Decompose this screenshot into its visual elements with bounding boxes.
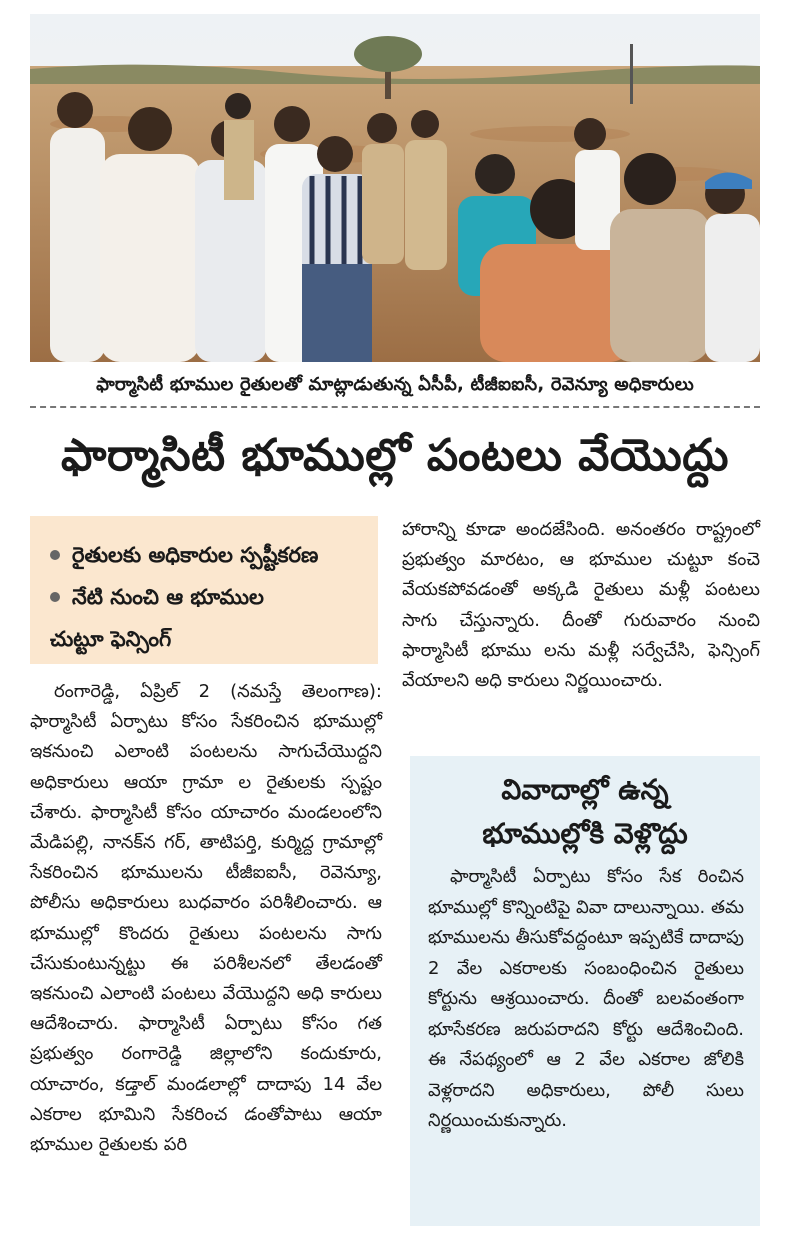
- body-paragraph: రంగారెడ్డి, ఏప్రిల్ 2 (నమస్తే తెలంగాణ): ఫార్మాసిటీ ఏర్పాటు కోసం సేకరించిన భూముల్లో ఇకనుంచి ఎలాంటి పంటలను సాగుచేయొద్దని అధికారులు ఆయా గ్రామా ల రైతులకు స్పష్టం చేశారు. ఫార్మాసిటీ కోసం యాచారం మండలంలోని మేడిపల్లి, నానక్‌న గర్, తాటిపర్తి, కుర్మిద్ద గ్రామాల్లో సేకరించిన భూములను టీజీఐఐసీ, రెవెన్యూ, పోలీసు అధికారులు బుధవారం పరిశీలించారు. ఆ భూముల్లో కొందరు రైతులు పంటలను సాగు చేసుకుంటున్నట్టు ఈ పరిశీలనలో తేలడంతో ఇకనుంచి ఎలాంటి పంటలు వేయొద్దని అధి కారులు ఆదేశించారు. ఫార్మాసిటీ ఏర్పాటు కోసం గత ప్రభుత్వం రంగారెడ్డి జిల్లాలోని కందుకూరు, యాచారం, కడ్తాల్ మండలాల్లో దాదాపు 14 వేల ఎకరాల భూమిని సేకరించ డంతోపాటు ఆయా భూముల రైతులకు పరి: [30, 681, 382, 1156]
- divider: [30, 406, 760, 408]
- summary-point-text: నేటి నుంచి ఆ భూముల: [72, 585, 264, 609]
- field-scene-image: [30, 14, 760, 362]
- summary-point: [50, 576, 378, 660]
- article-body-left: [30, 677, 382, 1160]
- summary-box: [30, 516, 378, 664]
- sidebar-box: [410, 756, 760, 1226]
- bullet-icon: [50, 592, 60, 602]
- news-photo: [30, 14, 760, 362]
- sidebar-heading-line: భూముల్లోకి వెళ్లొద్దు: [482, 817, 688, 850]
- sidebar-text: ఫార్మాసిటీ ఏర్పాటు కోసం సేక రించిన భూముల్లో కొన్నింటిపై వివా దాలున్నాయి. తమ భూములను తీసుకోవద్దంటూ ఇప్పటికే దాదాపు 2 వేల ఎకరాలకు సంబంధించిన రైతులు కోర్టును ఆశ్రయించారు. దీంతో బలవంతంగా భూసేకరణ జరుపరాదని కోర్టు ఆదేశించింది. ఈ నేపథ్యంలో ఆ 2 వేల ఎకరాల జోలికి వెళ్లరాదని అధికారులు, పోలీ సులు నిర్ణయించుకున్నారు.: [428, 866, 744, 1131]
- summary-point-text: రైతులకు అధికారుల స్పష్టీకరణ: [72, 543, 319, 567]
- sidebar-heading: [410, 756, 760, 856]
- article-headline: ఫార్మాసిటీ భూముల్లో పంటలు వేయొద్దు: [60, 430, 730, 481]
- summary-point-text-continued: చుట్టూ ఫెన్సింగ్: [50, 627, 172, 651]
- body-paragraph: హారాన్ని కూడా అందజేసింది. అనంతరం రాష్ట్రంలో ప్రభుత్వం మారటం, ఆ భూముల చుట్టూ కంచె వేయకపోవడంతో అక్కడి రైతులు మళ్లీ పంటలు సాగు చేస్తున్నారు. దీంతో గురువారం నుంచి ఫార్మాసిటీ భూము లను మళ్లీ సర్వేచేసి, ఫెన్సింగ్ వేయాలని అధి కారులు నిర్ణయించారు.: [402, 519, 760, 692]
- bullet-icon: [50, 550, 60, 560]
- photo-caption: ఫార్మాసిటీ భూముల రైతులతో మాట్లాడుతున్న ఏసీపీ, టీజీఐఐసీ, రెవెన్యూ అధికారులు: [96, 374, 694, 395]
- article-body-right: [402, 515, 760, 696]
- summary-point: [50, 534, 378, 576]
- sidebar-heading-line: వివాదాల్లో ఉన్న: [501, 773, 669, 806]
